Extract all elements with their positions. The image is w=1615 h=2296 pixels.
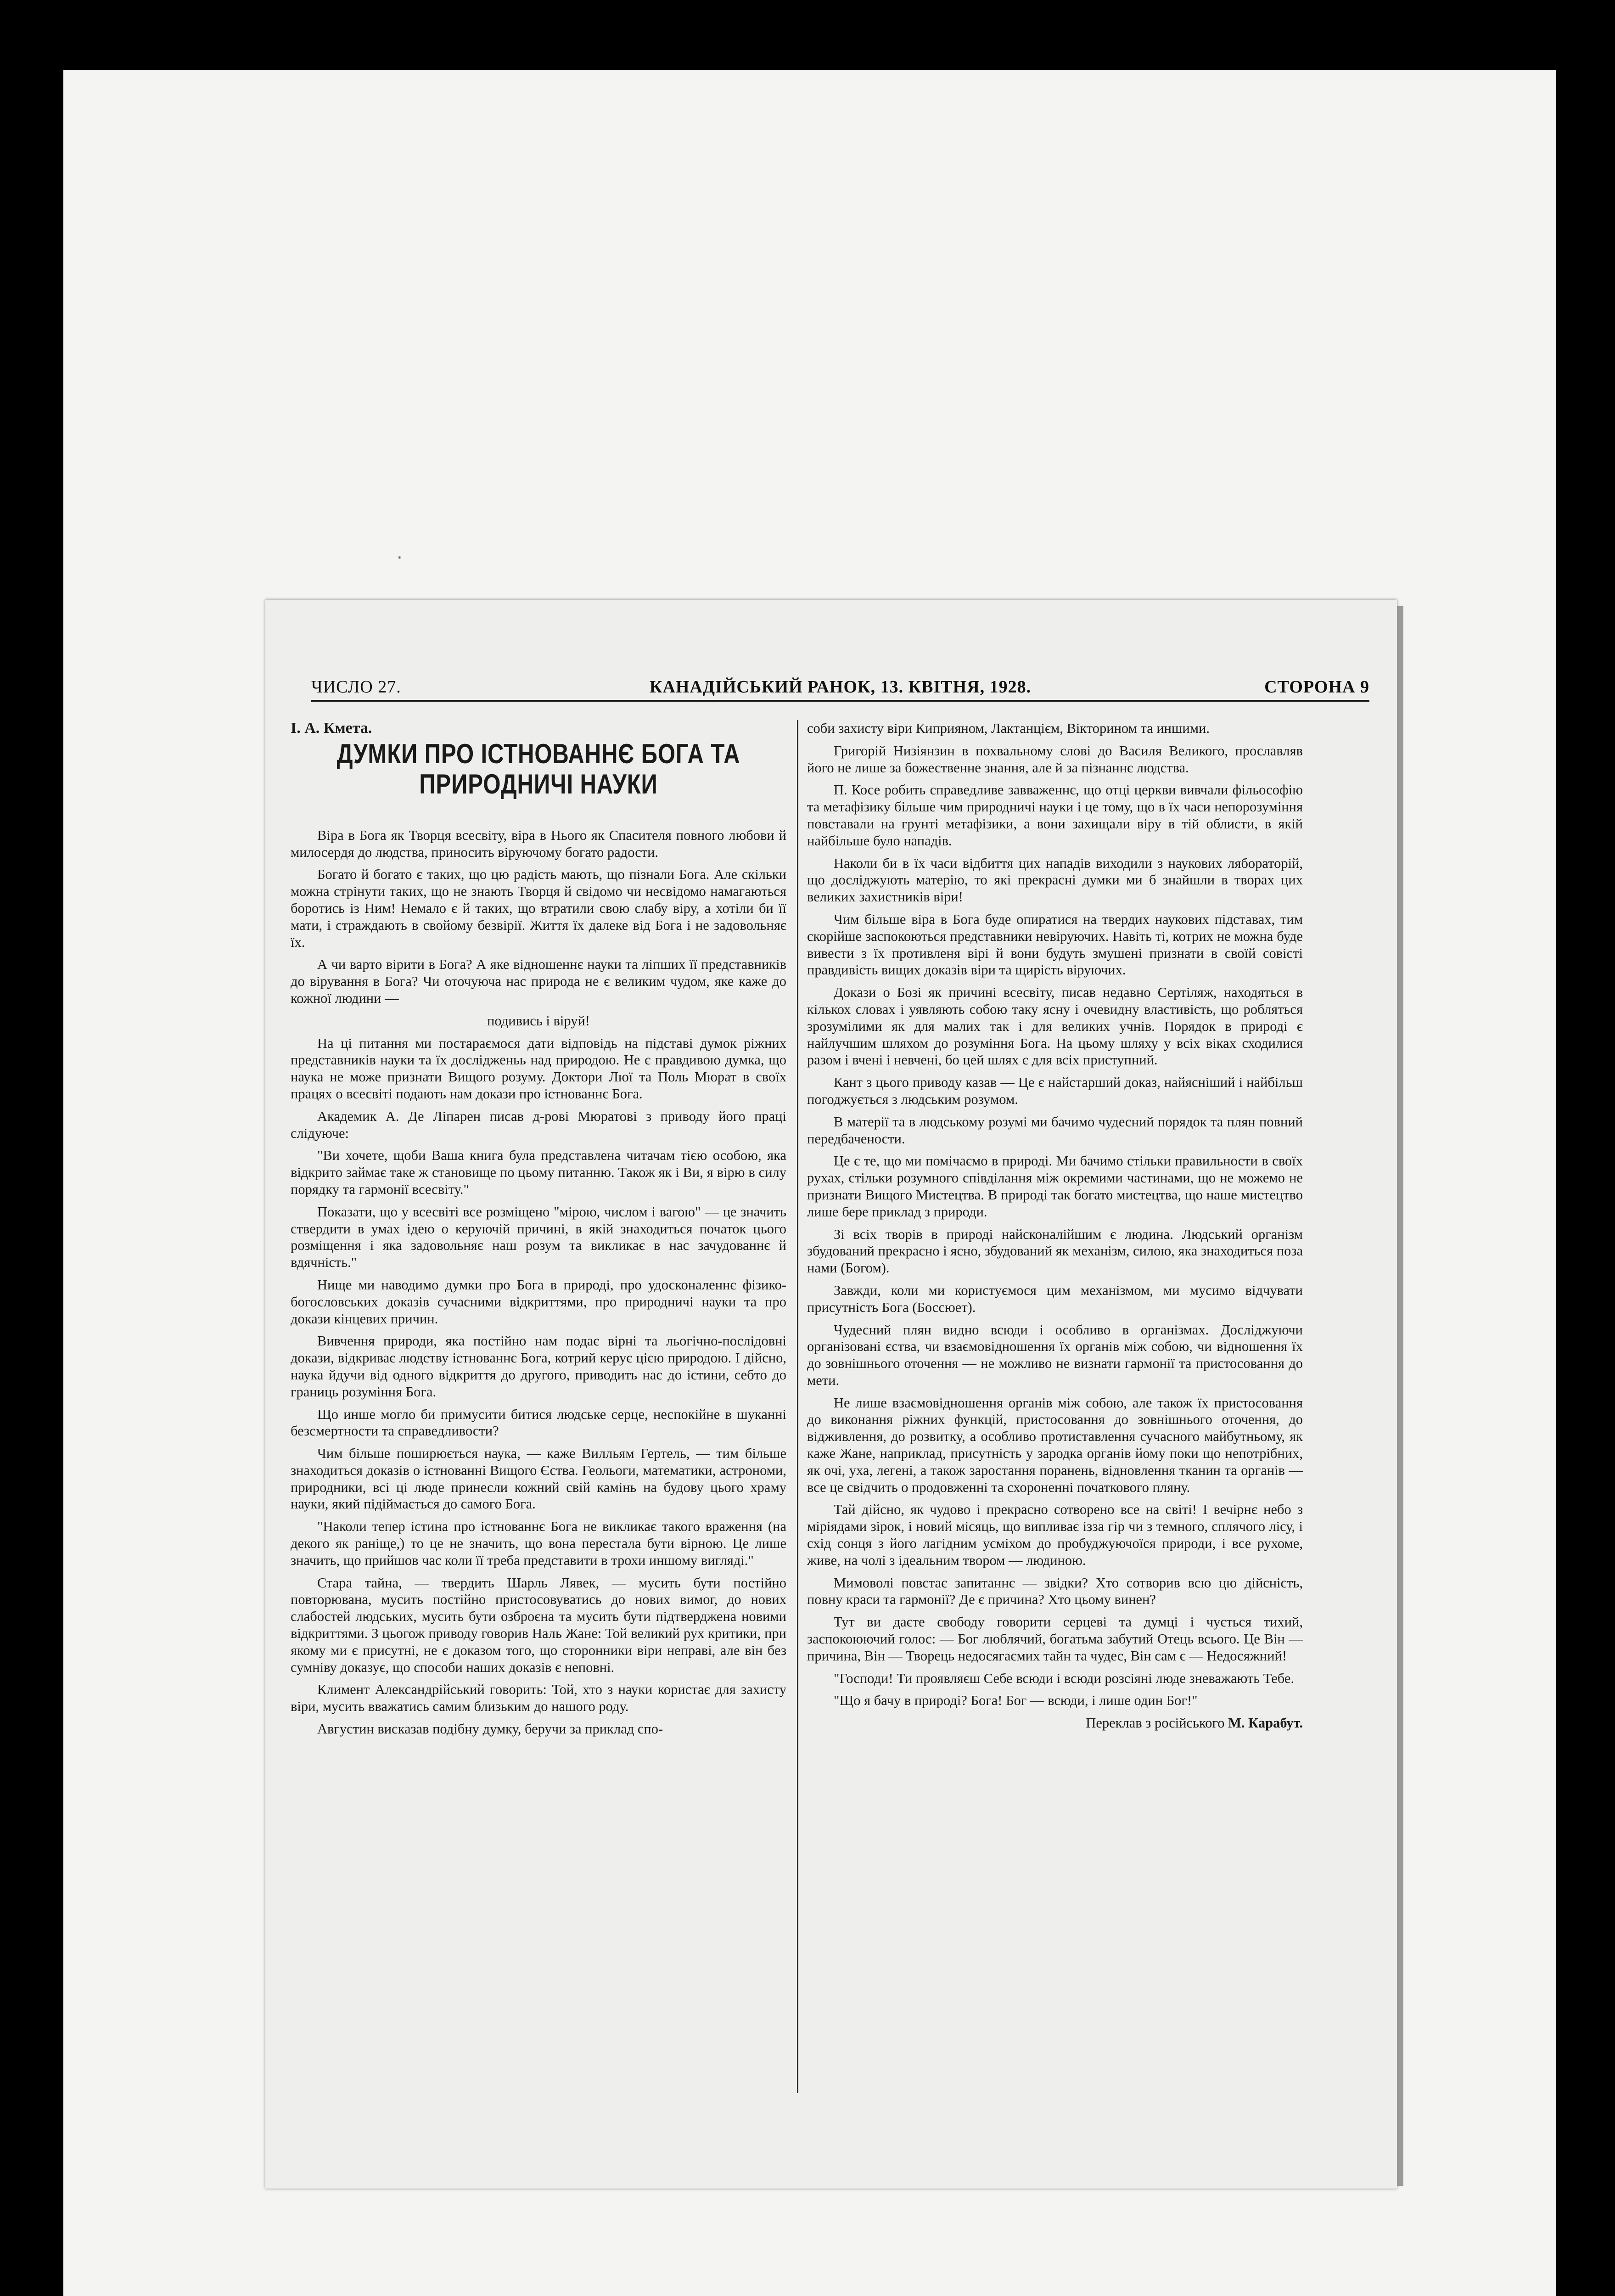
paragraph: подивись і віруй! (487, 1013, 590, 1029)
article-author: І. А. Кмета. (291, 720, 372, 737)
paragraph: Зі всіх творів в природі найсконалійшим є людина. Людський організм збудований прекрасно і ясно, збудований як механізм, силою, яка знаходиться поза нами (Богом). (807, 1226, 1303, 1276)
paragraph: Докази о Бозі як причині всесвіту, писав недавно Сертіляж, находяться в кількох словах і уявляють собою таку ясну і очевидну властивість, що робляться зрозумілими як для малих так і для великих учнів. Порядок в природі є найлучшим шляхом до розуміння Бога. На цьому шляху у всіх віках сходилися разом і вчені і невчені, бо цей шлях є для всіх приступний. (807, 985, 1303, 1068)
paragraph: Тут ви даєте свободу говорити серцеві та думці і чується тихий, заспокоюючий голос: — Бог люблячий, богатьма забутий Отець всього. Це Він — причина, Він — Творець недосягаємих тайн та чудес, Він сам є — Недосяжний! (807, 1614, 1303, 1664)
paragraph: Чудесний плян видно всюди і особливо в організмах. Досліджуючи організовані єства, чи взаємовідношення їх органів між собою, чи відношення їх до зовнішнього оточення — не можливо не визнати гармонії та пристосовання до мети. (807, 1322, 1303, 1388)
paragraph: Що инше могло би примусити битися людське серце, неспокійне в шуканні безсмертности та справедливости? (291, 1406, 786, 1439)
column-divider (797, 720, 798, 2093)
paragraph: Нище ми наводимо думки про Бога в природі, про удосконаленнє фізико-богословських доказів сучасними відкриттями, про природничі науки та про докази кінцевих причин. (291, 1277, 786, 1327)
paragraph: А чи варто вірити в Бога? А яке відношеннє науки та ліпших її представників до вірування в Бога? Чи оточуюча нас природа не є великим чудом, яке каже до кожної людини — (291, 957, 786, 1006)
paragraph: Августин висказав подібну думку, беручи за приклад спо- (317, 1721, 663, 1737)
paragraph: Завжди, коли ми користуємося цим механізмом, ми мусимо відчувати присутність Бога (Боссюет). (807, 1282, 1303, 1315)
paragraph: Григорій Низіянзин в похвальному слові до Василя Великого, прославляв його не лише за божественне знання, але й за пізнаннє людства. (807, 743, 1303, 776)
paragraph: Чим більше поширюється наука, — каже Вилльям Гертель, — тим більше знаходиться доказів о істнованні Вищого Єства. Геольоги, математики, астрономи, природники, всі ці люде принесли кожний свій камінь на будову цього храму науки, який підіймається до самого Бога. (291, 1446, 786, 1512)
paragraph: На ці питання ми постараємося дати відповідь на підставі думок ріжних представників науки та їх дослідженьь над природою. Не є правдивою думка, що наука не може признати Вищого розуму. Доктори Люї та Поль Мюрат в своїх працях о всесвіті подають нам докази про істнованнє Бога. (291, 1035, 786, 1102)
right-column (807, 720, 1303, 1737)
paragraph: Тай дійсно, як чудово і прекрасно сотворено все на світі! І вечірнє небо з міріядами зірок, і новий місяць, що випливає ізза гір чи з темного, сплячого лісу, і схід сонця з його лагідним усміхом до пробуджуючоїся природи, і все рухоме, живе, на чолі з ідеальним твором — людиною. (807, 1502, 1303, 1568)
paragraph: Віра в Бога як Творця всесвіту, віра в Нього як Спасителя повного любови й милосердя до людства, приносить віруючому богато радости. (291, 827, 786, 860)
paragraph: В матерії та в людському розумі ми бачимо чудесний порядок та плян повний передбачености. (807, 1114, 1303, 1147)
paragraph: "Що я бачу в природі? Бога! Бог — всюди, і лише один Бог!" (834, 1693, 1198, 1709)
paragraph: Це є те, що ми помічаємо в природі. Ми бачимо стільки правильности в своїх рухах, стільки розумного співділання між окремими частинами, що не можемо не признати Вищого Мистецтва. В природі так богато мистецтва, що наше мистецтво лише бере приклад з природи. (807, 1153, 1303, 1220)
newspaper-title-date: КАНАДІЙСЬКИЙ РАНОК, 13. КВІТНЯ, 1928. (649, 677, 1032, 697)
scan-speck: · (397, 547, 403, 568)
paragraph: Чим більше віра в Бога буде опиратися на твердих наукових підставах, тим скорійше заспокоються представники невіруючих. Навіть ті, котрих не можна буде вивести з їх противленя вірі й вони будуть змушені признати в своїй совісті правдивість вищих доказів віри та щирість віруючих. (807, 911, 1303, 978)
page-number: СТОРОНА 9 (1264, 677, 1369, 697)
paragraph: П. Косе робить справедливе завваженнє, що отці церкви вивчали фільософію та метафізику більше чим природничі науки і це тому, що в їх часи непорозуміння повставали на грунті метафізики, а вони захищали віру в тій облисти, в якій найбільше було нападів. (807, 782, 1303, 849)
masthead (311, 677, 1369, 702)
paragraph: Академик А. Де Ліпарен писав д-рові Мюратові з приводу його праці слідуюче: (291, 1108, 786, 1141)
paragraph: соби захисту віри Киприяном, Лактанцієм, Вікторином та иншими. (807, 720, 1210, 736)
paragraph: Не лише взаємовідношення органів між собою, але також їх пристосовання до виконання ріжних функцій, пристосовання до зовнішнього оточення, до відживлення, до розвитку, а особливо протиставлення сучасного майбутньому, як каже Жане, наприклад, присутність у зародка органів йому поки що непотрібних, як очі, уха, легені, а також заростання поранень, відновлення тканин та органів — все це свідчить о продовженні та схороненні початкового пляну. (807, 1395, 1303, 1495)
paragraph: Кант з цього приводу казав — Це є найстарший доказ, найясніший і найбільш погоджується з людським розумом. (807, 1075, 1303, 1107)
paragraph: Вивчення природи, яка постійно нам подає вірні та льогічно-послідовні докази, відкриває людству істнованнє Бога, котрий керує цією природою. І дійсно, наука йдучи від одного відкриття до другого, приводить нас до істини, себто до границь розуміння Бога. (291, 1333, 786, 1400)
credit-prefix: Переклав з російського (1086, 1715, 1225, 1731)
paragraph: Показати, що у всесвіті все розміщено "мірою, числом і вагою" — це значить ствердити в умах ідею о керуючій причині, в якій знаходиться початок цього розміщення і яка задовольняє наш розум та викликає в нас зачудованнє й вдячність." (291, 1204, 786, 1271)
left-column (291, 720, 786, 1743)
paragraph: "Ви хочете, щоби Ваша книга була представлена читачам тією особою, яка відкрито займає таке ж становище по цьому питанню. Також як і Ви, я вірю в силу порядку та гармонії всесвіту." (291, 1148, 786, 1197)
paragraph: Богато й богато є таких, що цю радість мають, що пізнали Бога. Але скільки можна стрінути таких, що не знають Творця й свідомо чи несвідомо намагаються боротись із Ним! Немало є й таких, що втратили свою слабу віру, а хотіли би її мати, і страждають в свойому безвірії. Життя їх далеке від Бога і не задовольняє їх. (291, 867, 786, 950)
page-edge-shadow (1397, 606, 1403, 2186)
issue-number: ЧИСЛО 27. (311, 677, 401, 697)
paragraph: Мимоволі повстає запитаннє — звідки? Хто сотворив всю цю дійсність, повну краси та гармонії? Де є причина? Хто цьому винен? (807, 1575, 1303, 1608)
article-title: ДУМКИ ПРО ІСТНОВАННЄ БОГА ТА ПРИРОДНИЧІ НАУКИ (336, 738, 740, 799)
translator-credit (807, 1715, 1303, 1732)
paragraph: "Господи! Ти проявляєш Себе всюди і всюди розсіяні люде зневажають Тебе. (834, 1670, 1295, 1686)
paragraph: Стара тайна, — твердить Шарль Лявек, — мусить бути постійно повторювана, мусить постійно пристосовуватись до нових вимог, до нових слабостей людських, мусить бути озброєна та мусить бути підтверджена новими відкриттями. З цьогож приводу говорив Наль Жане: Той великий рух критики, при якому ми є присутні, не є доказом того, що сторонники віри неправі, але він без сумніву доказує, що способи наших доказів є неповні. (291, 1575, 786, 1675)
paragraph: Наколи би в їх часи відбиття цих нападів виходили з наукових лябораторій, що досліджують матерію, то які прекрасні думки ми б знайшли в творах цих великих захистників віри! (807, 855, 1303, 905)
translator-name: М. Карабут. (1228, 1715, 1303, 1731)
paragraph: Климент Александрійський говорить: Той, хто з науки користає для захисту віри, мусить вважатись самим близьким до нашого роду. (291, 1682, 786, 1715)
paragraph: "Наколи тепер істина про істнованнє Бога не викликає такого враження (на декого як раніще,) то це не значить, що вона перестала бути вірною. Це лише значить, що прийшов час коли її треба представити в трохи иншому вигляді." (291, 1519, 786, 1568)
newspaper-page (265, 600, 1397, 2189)
